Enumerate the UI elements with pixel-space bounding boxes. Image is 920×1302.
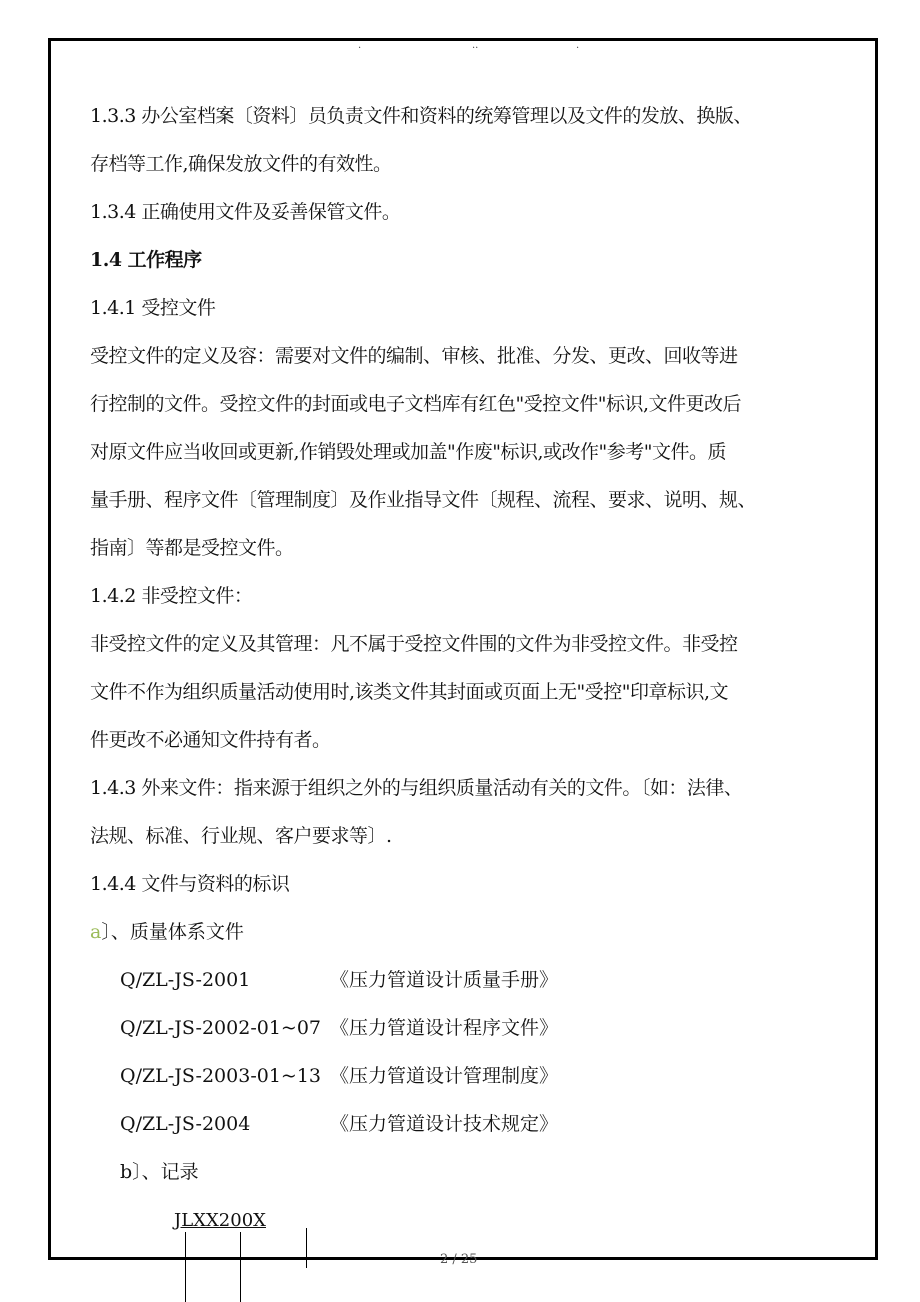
document-row (90, 1052, 860, 1100)
document-code: Q/ZL-JS-2004 (120, 1113, 251, 1135)
document-title: 《压力管道设计管理制度》 (330, 1065, 559, 1087)
text-line: 1.3.4 正确使用文件及妥善保管文件。 (90, 201, 401, 223)
text-line: 1.4 工作程序 (90, 249, 202, 271)
text-line: 指南〕等都是受控文件。 (90, 537, 294, 559)
document-title: 《压力管道设计技术规定》 (330, 1113, 559, 1135)
table-line (185, 1232, 186, 1302)
text-line: 1.4.1 受控文件 (90, 297, 216, 319)
header-marks (340, 40, 600, 52)
document-title: 《压力管道设计质量手册》 (330, 969, 559, 991)
quality-system-heading (90, 908, 860, 956)
records-label: b〕、记录 (120, 1161, 199, 1183)
quality-system-label: 〕、质量体系文件 (101, 921, 244, 943)
text-line: 1.4.4 文件与资料的标识 (90, 873, 290, 895)
page-number: 2 / 25 (440, 1252, 478, 1267)
header-mark: . (358, 40, 362, 51)
document-row (90, 1100, 860, 1148)
text-line: 件更改不必通知文件持有者。 (90, 729, 331, 751)
text-line: 1.3.3 办公室档案〔资料〕员负责文件和资料的统筹管理以及文件的发放、换版、 (90, 105, 752, 127)
text-line: 文件不作为组织质量活动使用时,该类文件其封面或页面上无"受控"印章标识,文 (90, 681, 729, 703)
document-title: 《压力管道设计程序文件》 (330, 1017, 559, 1039)
document-row (90, 1004, 860, 1052)
document-body (90, 92, 860, 1196)
document-code: Q/ZL-JS-2002-01~07 (120, 1017, 322, 1039)
header-mark: .. (472, 40, 479, 51)
paragraph-lines (90, 92, 860, 908)
text-line: 量手册、程序文件〔管理制度〕及作业指导文件〔规程、流程、要求、说明、规、 (90, 489, 757, 511)
text-line: 存档等工作,确保发放文件的有效性。 (90, 153, 392, 175)
record-code: JLXX200X (174, 1210, 266, 1231)
document-code: Q/ZL-JS-2001 (120, 969, 251, 991)
text-line: 法规、标准、行业规、客户要求等〕. (90, 825, 392, 847)
table-line (306, 1228, 307, 1268)
document-code: Q/ZL-JS-2003-01~13 (120, 1065, 322, 1087)
list-marker: a (90, 921, 102, 943)
text-line: 非受控文件的定义及其管理：凡不属于受控文件围的文件为非受控文件。非受控 (90, 633, 738, 655)
text-line: 受控文件的定义及容：需要对文件的编制、审核、批准、分发、更改、回收等进 (90, 345, 738, 367)
text-line: 对原文件应当收回或更新,作销毁处理或加盖"作废"标识,或改作"参考"文件。质 (90, 441, 727, 463)
text-line: 1.4.2 非受控文件： (90, 585, 253, 607)
text-line: 行控制的文件。受控文件的封面或电子文档库有红色"受控文件"标识,文件更改后 (90, 393, 742, 415)
table-line (240, 1232, 241, 1302)
header-mark: . (576, 40, 580, 51)
document-list (90, 956, 860, 1148)
document-row (90, 956, 860, 1004)
text-line: 1.4.3 外来文件：指来源于组织之外的与组织质量活动有关的文件。〔如：法律、 (90, 777, 743, 799)
